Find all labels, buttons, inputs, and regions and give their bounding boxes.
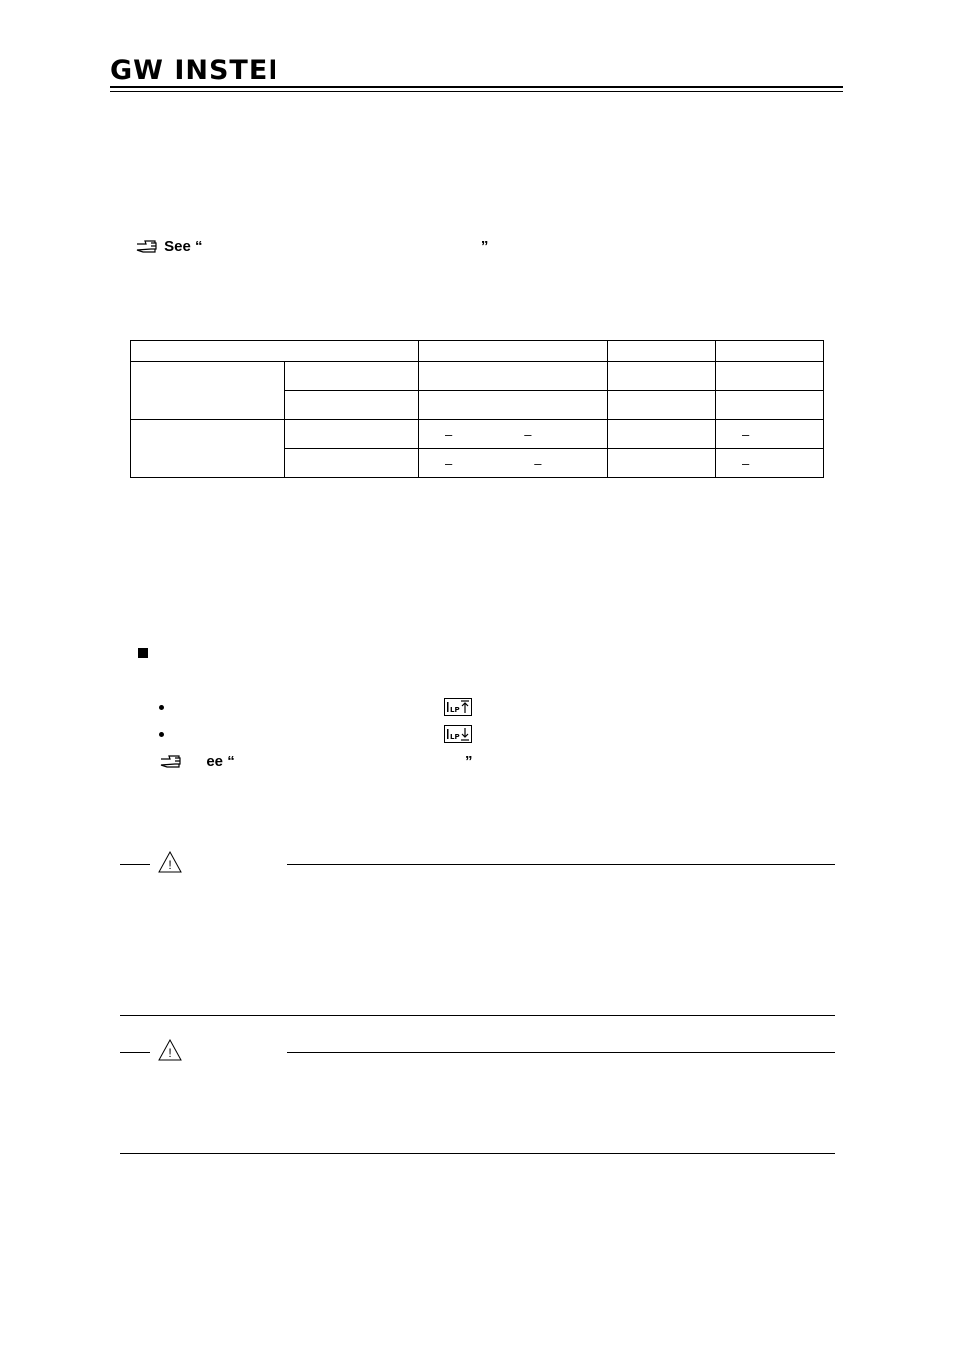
table-header-row xyxy=(131,341,824,362)
table-cell xyxy=(608,391,716,420)
table-cell xyxy=(419,341,608,362)
table-cell xyxy=(716,420,824,449)
dash-mark: – xyxy=(742,455,750,471)
dash-mark: – xyxy=(445,426,453,442)
table-cell xyxy=(608,362,716,391)
lp-down-key-icon xyxy=(444,725,472,743)
table-cell xyxy=(131,420,285,478)
logo-text: GW INSTEK xyxy=(110,55,275,84)
table-cell xyxy=(419,420,608,449)
list-bullet xyxy=(159,732,164,737)
table-cell xyxy=(716,449,824,478)
header-rule-thick xyxy=(110,86,843,88)
dash-mark: – xyxy=(445,455,453,471)
see-reference-prefix: See “ xyxy=(164,238,203,255)
table-cell xyxy=(131,341,419,362)
table-cell xyxy=(716,341,824,362)
caution-triangle-icon xyxy=(158,1039,182,1061)
lp-up-key-icon xyxy=(444,698,472,716)
svg-text:!: ! xyxy=(168,858,172,872)
table-cell xyxy=(419,362,608,391)
caution-rule-left xyxy=(120,864,150,865)
pointing-hand-icon xyxy=(160,753,184,771)
table-cell xyxy=(285,391,419,420)
table-cell xyxy=(419,391,608,420)
caution-triangle-icon xyxy=(158,851,182,873)
table-cell xyxy=(285,362,419,391)
table-cell xyxy=(608,341,716,362)
see-reference-prefix: ee “ xyxy=(206,753,235,770)
table-row xyxy=(131,420,824,449)
table-cell xyxy=(608,420,716,449)
header-rule-thin xyxy=(110,91,843,92)
see-reference-suffix: ” xyxy=(465,753,473,770)
gw-instek-logo-mark xyxy=(110,54,275,84)
see-reference-suffix: ” xyxy=(480,238,489,255)
svg-text:!: ! xyxy=(168,1046,172,1060)
pointing-hand-icon xyxy=(136,238,160,256)
dash-mark: – xyxy=(534,455,542,471)
caution-rule-left xyxy=(120,1052,150,1053)
table-cell xyxy=(131,362,285,420)
dash-mark: – xyxy=(742,426,750,442)
table-cell xyxy=(716,391,824,420)
dash-mark: – xyxy=(524,426,532,442)
list-bullet xyxy=(159,705,164,710)
see-reference-2 xyxy=(160,753,473,771)
spec-table xyxy=(130,340,824,478)
table-cell xyxy=(285,449,419,478)
section-square-bullet xyxy=(138,648,148,658)
caution-rule-bottom xyxy=(120,1153,835,1154)
table-row xyxy=(131,362,824,391)
see-reference-1 xyxy=(136,238,488,256)
svg-text:LP: LP xyxy=(450,706,460,714)
caution-rule-right xyxy=(287,1052,835,1053)
caution-rule-right xyxy=(287,864,835,865)
table-cell xyxy=(419,449,608,478)
caution-rule-bottom xyxy=(120,1015,835,1016)
table-cell xyxy=(285,420,419,449)
table-cell xyxy=(716,362,824,391)
svg-text:LP: LP xyxy=(450,733,460,741)
table-cell xyxy=(608,449,716,478)
